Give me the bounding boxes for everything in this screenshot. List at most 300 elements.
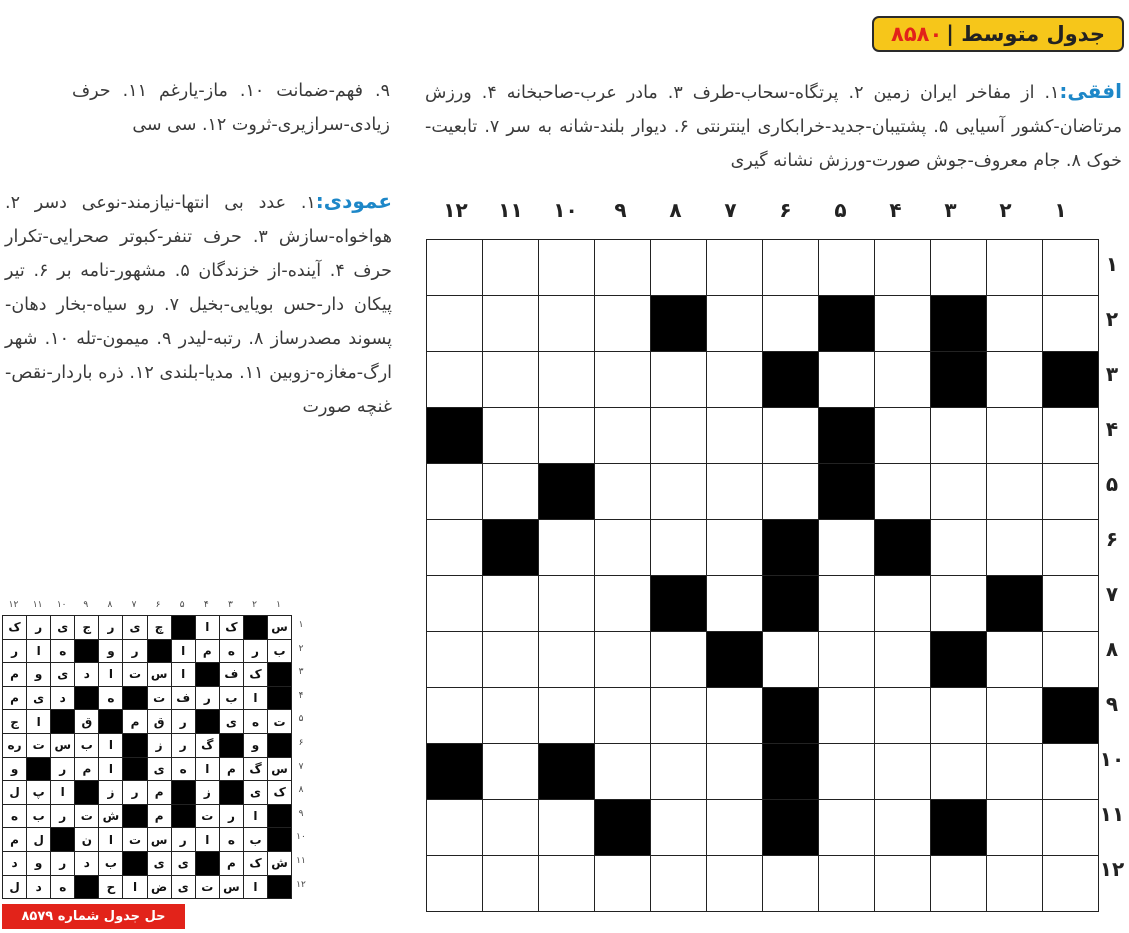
grid-cell[interactable] [651,464,706,519]
grid-cell[interactable] [651,352,706,407]
grid-cell[interactable] [1043,576,1098,631]
grid-cell[interactable] [427,632,482,687]
solution-cell: ا [99,734,122,757]
solution-cell: م [196,640,219,663]
solution-cell: ه [3,805,26,828]
grid-cell[interactable] [1043,296,1098,351]
solution-cell: ر [123,781,146,804]
solution-cell: ه [220,640,243,663]
solution-cell: ا [244,876,267,899]
grid-cell[interactable] [875,408,930,463]
grid-cell[interactable] [819,520,874,575]
solution-cell: ی [51,663,74,686]
grid-cell[interactable] [707,576,762,631]
grid-cell [707,632,762,687]
row-number: ۱۱ [1099,802,1125,826]
grid-cell[interactable] [427,296,482,351]
solution-cell: ر [244,640,267,663]
grid-cell[interactable] [707,240,762,295]
solution-row-number: ۳ [298,667,304,678]
grid-cell[interactable] [595,352,650,407]
grid-cell[interactable] [483,296,538,351]
solution-cell: و [27,663,50,686]
solution-column-number: ۷ [131,600,137,610]
solution-cell: س [268,758,291,781]
grid-cell[interactable] [987,464,1042,519]
solution-cell: ر [27,616,50,639]
solution-cell: ا [196,758,219,781]
title-label: جدول متوسط | [946,22,1105,46]
solution-cell: ی [172,876,195,899]
grid-cell[interactable] [539,352,594,407]
solution-cell: ا [172,640,195,663]
solution-column-number: ۴ [203,600,209,610]
grid-cell[interactable] [483,240,538,295]
solution-cell: ا [244,805,267,828]
grid-cell[interactable] [707,856,762,911]
grid-cell [819,296,874,351]
grid-cell[interactable] [539,240,594,295]
grid-cell[interactable] [483,576,538,631]
horizontal-clues-text: ۱. از مفاخر ایران زمین ۲. پرتگاه-سحاب-طرف ۳. مادر عرب-صاحبخانه ۴. ورزش مرتاضان-کشور آسیایی ۵. پشتیبان-جدید-خرابکاری اینترنتی ۶. دیوار بلند-شانه به سر ۷. تابعیت-خوک ۸. جام معروف-جوش صورت-ورزش نشانه گیری [425,83,1122,171]
grid-cell[interactable] [987,856,1042,911]
grid-cell [763,520,818,575]
solution-cell [268,687,291,710]
grid-cell[interactable] [819,800,874,855]
row-number: ۳ [1105,362,1119,386]
grid-cell [427,408,482,463]
solution-cell: ی [244,781,267,804]
grid-cell[interactable] [483,856,538,911]
grid-cell[interactable] [1043,240,1098,295]
solution-cell [123,805,146,828]
grid-cell[interactable] [931,744,986,799]
solution-cell: ه [51,876,74,899]
solution-cell: ا [27,710,50,733]
grid-cell[interactable] [763,464,818,519]
solution-cell: ق [75,710,98,733]
row-number: ۸ [1105,637,1119,661]
vertical-clues-text: ۱. عدد بی انتها-نیازمند-نوعی دسر ۲. هواخواه-سازش ۳. حرف تنفر-کبوتر صحرایی-تکرار حرف ۴. آینده-از خزندگان ۵. مشهور-نامه بر ۶. تیر پیکان دار-حس بویایی-بخیل ۷. رو سیاه-بخار دهان-پسوند مصدرساز ۸. رتبه-لیدر ۹. میمون-تله ۱۰. شهر ارگ-مغازه-زوبین ۱۱. مدیا-بلندی ۱۲. ذره باردار-نقص-غنچه صورت [5,193,393,417]
solution-cell [148,640,171,663]
grid-cell[interactable] [539,408,594,463]
solution-cell [196,710,219,733]
grid-cell [987,576,1042,631]
grid-cell[interactable] [539,856,594,911]
grid-cell[interactable] [595,688,650,743]
grid-cell[interactable] [1043,520,1098,575]
grid-cell[interactable] [931,576,986,631]
solution-cell [244,616,267,639]
solution-row-number: ۱۰ [296,832,306,843]
grid-cell[interactable] [819,240,874,295]
solution-cell: ت [27,734,50,757]
grid-cell [931,800,986,855]
solution-cell: ب [268,640,291,663]
solution-cell: م [3,687,26,710]
grid-cell[interactable] [763,856,818,911]
solution-cell: ک [3,616,26,639]
solution-cell: ح [99,876,122,899]
grid-cell[interactable] [595,632,650,687]
column-number: ۴ [889,198,902,222]
solution-cell: ره [3,734,26,757]
solution-cell: م [123,710,146,733]
solution-cell: ز [148,734,171,757]
grid-cell[interactable] [427,576,482,631]
solution-cell: ا [244,687,267,710]
solution-cell: ی [51,616,74,639]
grid-cell[interactable] [427,240,482,295]
solution-cell [172,805,195,828]
solution-cell: ه [99,687,122,710]
grid-cell[interactable] [651,408,706,463]
grid-cell [819,408,874,463]
solution-cell [123,852,146,875]
solution-cell [220,781,243,804]
grid-cell[interactable] [707,800,762,855]
grid-cell[interactable] [1043,800,1098,855]
grid-cell[interactable] [875,240,930,295]
grid-cell[interactable] [987,408,1042,463]
grid-cell[interactable] [931,688,986,743]
solution-cell: ی [148,758,171,781]
solution-cell: ا [196,616,219,639]
solution-cell: ب [99,852,122,875]
solution-cell: ر [172,710,195,733]
solution-cell: ک [268,781,291,804]
grid-cell[interactable] [651,240,706,295]
solution-cell: د [3,852,26,875]
solution-cell: ه [172,758,195,781]
grid-cell[interactable] [651,856,706,911]
grid-cell[interactable] [595,240,650,295]
row-number: ۷ [1105,582,1119,606]
solution-row-number: ۱۱ [296,856,306,866]
solution-cell: ه [51,640,74,663]
grid-cell[interactable] [819,856,874,911]
grid-cell[interactable] [539,800,594,855]
grid-cell[interactable] [931,240,986,295]
solution-cell: ی [172,852,195,875]
grid-cell [931,352,986,407]
grid-cell[interactable] [819,744,874,799]
grid-cell [763,744,818,799]
puzzle-number: ۸۵۸۰ [891,22,943,46]
grid-cell[interactable] [987,632,1042,687]
grid-cell [1043,688,1098,743]
grid-cell[interactable] [1043,632,1098,687]
solution-cell: ت [196,805,219,828]
solution-row-number: ۹ [298,808,304,819]
solution-cell [172,781,195,804]
grid-cell[interactable] [651,520,706,575]
grid-cell[interactable] [595,576,650,631]
solution-cell: م [3,828,26,851]
solution-cell: ا [172,663,195,686]
grid-cell [651,296,706,351]
grid-cell [931,632,986,687]
horizontal-heading: افقی: [1059,79,1122,103]
grid-cell[interactable] [483,632,538,687]
solution-cell: ر [3,640,26,663]
grid-cell[interactable] [483,744,538,799]
grid-cell [539,744,594,799]
row-number: ۲ [1105,307,1119,331]
solution-cell: گ [244,758,267,781]
grid-cell[interactable] [539,296,594,351]
grid-cell[interactable] [1043,744,1098,799]
solution-cell: ت [123,828,146,851]
grid-cell[interactable] [1043,408,1098,463]
column-number: ۱۰ [553,198,578,222]
grid-cell[interactable] [875,464,930,519]
solution-column-number: ۹ [83,600,89,610]
grid-cell[interactable] [763,296,818,351]
solution-cell [51,828,74,851]
grid-cell[interactable] [595,296,650,351]
solution-cell: م [148,781,171,804]
grid-cell[interactable] [763,240,818,295]
solution-cell: ک [244,852,267,875]
puzzle-title [872,16,1124,52]
grid-cell[interactable] [651,744,706,799]
solution-cell [27,758,50,781]
solution-row-number: ۱۲ [296,879,306,890]
grid-cell[interactable] [707,408,762,463]
grid-cell[interactable] [875,744,930,799]
grid-cell[interactable] [427,520,482,575]
solution-cell: ر [51,805,74,828]
row-number: ۵ [1105,472,1119,496]
grid-cell[interactable] [875,800,930,855]
grid-cell[interactable] [875,352,930,407]
grid-cell[interactable] [595,520,650,575]
grid-cell[interactable] [987,520,1042,575]
grid-cell[interactable] [875,632,930,687]
grid-cell[interactable] [427,688,482,743]
row-number: ۹ [1105,692,1119,716]
grid-cell [651,576,706,631]
grid-cell[interactable] [595,464,650,519]
crossword-grid [426,239,1099,912]
solution-label: حل جدول شماره ۸۵۷۹ [2,904,185,929]
solution-cell: و [99,640,122,663]
grid-cell[interactable] [819,632,874,687]
solution-cell: ت [148,687,171,710]
solution-cell: ا [99,663,122,686]
grid-cell[interactable] [483,408,538,463]
grid-cell[interactable] [987,800,1042,855]
solution-cell: م [75,758,98,781]
solution-cell [172,616,195,639]
grid-cell[interactable] [987,744,1042,799]
solution-cell: ر [51,852,74,875]
row-number: ۱۲ [1099,857,1125,881]
grid-cell[interactable] [931,464,986,519]
solution-cell: ر [51,758,74,781]
solution-cell [123,687,146,710]
grid-cell [483,520,538,575]
grid-cell[interactable] [651,800,706,855]
grid-cell[interactable] [931,856,986,911]
grid-cell[interactable] [707,688,762,743]
solution-row-number: ۷ [298,761,304,772]
solution-cell: گ [196,734,219,757]
solution-row-number: ۴ [298,690,304,701]
grid-cell[interactable] [483,464,538,519]
solution-cell: ا [51,781,74,804]
grid-cell[interactable] [539,632,594,687]
column-number: ۶ [779,198,792,222]
solution-cell [268,734,291,757]
solution-cell: ی [148,852,171,875]
grid-cell[interactable] [651,632,706,687]
grid-cell[interactable] [707,744,762,799]
solution-cell: ت [75,805,98,828]
solution-cell: ر [123,640,146,663]
solution-cell: پ [27,781,50,804]
grid-cell[interactable] [651,688,706,743]
grid-cell[interactable] [483,688,538,743]
vertical-clues [5,184,392,424]
solution-cell: ب [75,734,98,757]
grid-cell[interactable] [539,576,594,631]
grid-cell[interactable] [707,520,762,575]
solution-cell [196,852,219,875]
grid-cell[interactable] [763,632,818,687]
solution-cell: ج [75,616,98,639]
solution-cell: و [27,852,50,875]
grid-cell[interactable] [595,856,650,911]
solution-row-number: ۸ [298,785,304,796]
grid-cell[interactable] [875,856,930,911]
solution-cell: د [75,852,98,875]
grid-cell[interactable] [427,352,482,407]
solution-cell: ا [196,828,219,851]
grid-cell[interactable] [819,688,874,743]
solution-cell: و [3,758,26,781]
column-number: ۱۲ [443,198,468,222]
solution-cell [123,734,146,757]
grid-cell[interactable] [595,408,650,463]
row-number: ۴ [1105,417,1119,441]
solution-cell: س [148,663,171,686]
solution-cell [99,710,122,733]
grid-cell[interactable] [931,520,986,575]
grid-cell[interactable] [763,408,818,463]
grid-cell [875,520,930,575]
column-number: ۵ [834,198,847,222]
solution-cell: ب [220,687,243,710]
solution-cell: ی [123,616,146,639]
solution-cell: ر [220,805,243,828]
solution-column-number: ۱۱ [32,600,43,610]
grid-cell[interactable] [595,744,650,799]
solution-cell [196,663,219,686]
grid-cell[interactable] [875,576,930,631]
solution-cell [75,640,98,663]
grid-cell[interactable] [987,296,1042,351]
solution-cell: ا [99,828,122,851]
solution-cell: ج [3,710,26,733]
solution-cell: م [148,805,171,828]
solution-cell: ی [220,710,243,733]
grid-cell[interactable] [931,408,986,463]
solution-cell: ه [220,828,243,851]
grid-cell [1043,352,1098,407]
solution-cell: ز [99,781,122,804]
solution-cell: ب [27,805,50,828]
grid-cell[interactable] [819,576,874,631]
solution-cell: ل [3,876,26,899]
solution-cell: س [268,616,291,639]
grid-cell[interactable] [427,464,482,519]
solution-cell: س [51,734,74,757]
grid-cell [763,576,818,631]
solution-cell: ت [196,876,219,899]
grid-cell[interactable] [427,856,482,911]
solution-column-number: ۸ [107,600,113,610]
solution-cell: ت [268,710,291,733]
grid-cell[interactable] [427,800,482,855]
solution-cell: ض [148,876,171,899]
solution-cell: ل [27,828,50,851]
grid-cell[interactable] [707,352,762,407]
grid-cell[interactable] [707,296,762,351]
solution-column-number: ۲ [252,600,257,610]
solution-cell: ف [220,663,243,686]
solution-cell: ا [27,640,50,663]
row-number: ۱۰ [1099,747,1125,771]
solution-cell: ب [244,828,267,851]
solution-cell: و [244,734,267,757]
solution-cell [51,710,74,733]
grid-cell[interactable] [1043,856,1098,911]
grid-cell [819,464,874,519]
grid-cell[interactable] [987,352,1042,407]
grid-cell[interactable] [483,352,538,407]
solution-cell [75,876,98,899]
solution-column-number: ۱ [276,600,282,610]
grid-cell [763,352,818,407]
grid-cell[interactable] [1043,464,1098,519]
grid-cell [595,800,650,855]
column-number: ۱ [1054,198,1067,222]
solution-cell: د [27,876,50,899]
solution-cell: ا [99,758,122,781]
grid-cell[interactable] [987,240,1042,295]
solution-row-number: ۶ [298,738,304,748]
grid-cell[interactable] [875,688,930,743]
solution-cell [123,758,146,781]
horizontal-clues-continued: ۹. فهم-ضمانت ۱۰. ماز-یارغم ۱۱. حرف زیادی-سرازیری-ثروت ۱۲. سی سی [72,81,390,135]
grid-cell[interactable] [707,464,762,519]
grid-cell[interactable] [539,520,594,575]
column-number: ۷ [724,198,737,222]
solution-cell: ر [172,828,195,851]
solution-row-number: ۵ [298,714,304,725]
grid-cell[interactable] [483,800,538,855]
grid-cell[interactable] [875,296,930,351]
grid-cell[interactable] [539,688,594,743]
grid-cell [763,800,818,855]
grid-cell[interactable] [819,352,874,407]
grid-cell[interactable] [987,688,1042,743]
solution-cell: س [220,876,243,899]
solution-column-number: ۶ [155,600,161,610]
row-number: ۱ [1105,252,1119,276]
